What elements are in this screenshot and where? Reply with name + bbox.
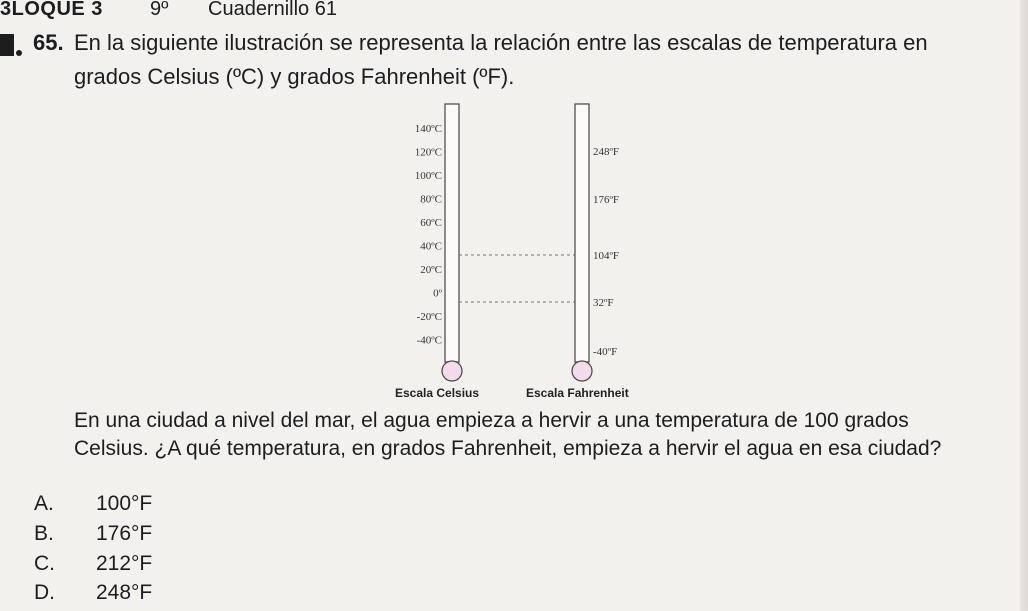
fahrenheit-tick-label: -40ºF: [593, 346, 618, 358]
celsius-scale-label: Escala Celsius: [395, 386, 480, 400]
fahrenheit-tick-label: 176ºF: [593, 194, 620, 206]
celsius-tick-label: 0º: [433, 287, 442, 300]
option-d-letter[interactable]: D.: [34, 581, 55, 604]
celsius-tick-label: 20ºC: [420, 264, 442, 276]
celsius-tick-label: 80ºC: [420, 193, 442, 206]
question-text-line-1: En la siguiente ilustración se representa la relación entre las escalas de temperatura en: [74, 30, 928, 55]
celsius-tick-label: 60ºC: [420, 217, 442, 229]
fahrenheit-tick-label: 32ºF: [593, 297, 614, 309]
question-text-line-2: grados Celsius (ºC) y grados Fahrenheit (ºF).: [74, 64, 515, 89]
celsius-tick-label: 40ºC: [420, 240, 442, 253]
celsius-tick-label: 140ºC: [414, 123, 442, 135]
celsius-tick-label: 100ºC: [414, 170, 442, 182]
option-d-value[interactable]: 248°F: [96, 581, 153, 604]
fahrenheit-scale-label: Escala Fahrenheit: [526, 386, 629, 400]
fahrenheit-tube: [575, 104, 589, 362]
page-edge: [1020, 0, 1028, 611]
option-c-value[interactable]: 212°F: [96, 552, 153, 575]
option-b-value[interactable]: 176°F: [96, 522, 153, 545]
question-number: 65.: [33, 30, 64, 55]
question-marker-dot: [16, 50, 22, 56]
celsius-bulb: [442, 361, 462, 381]
question-marker: [0, 34, 14, 56]
block-label: 3LOQUE 3: [0, 0, 103, 20]
fahrenheit-bulb: [572, 361, 592, 381]
problem-text-line-2: Celsius. ¿A qué temperatura, en grados Fahrenheit, empieza a hervir el agua en esa ciudad?: [74, 437, 942, 460]
celsius-tick-label: -40ºC: [416, 334, 442, 347]
problem-text-line-1: En una ciudad a nivel del mar, el agua empieza a hervir a una temperatura de 100 grados: [74, 409, 909, 432]
celsius-tick-label: -20ºC: [416, 311, 442, 323]
celsius-tick-label: 120ºC: [414, 146, 442, 159]
option-a-letter[interactable]: A.: [34, 492, 54, 515]
grade-label: 9º: [150, 0, 169, 20]
option-a-value[interactable]: 100°F: [96, 492, 153, 515]
fahrenheit-tick-label: 104ºF: [593, 250, 620, 262]
option-b-letter[interactable]: B.: [34, 522, 54, 545]
celsius-tube: [445, 104, 459, 362]
option-c-letter[interactable]: C.: [34, 552, 55, 575]
thermometer-diagram: [395, 98, 665, 408]
fahrenheit-tick-label: 248ºF: [593, 146, 620, 158]
booklet-label: Cuadernillo 61: [208, 0, 337, 20]
